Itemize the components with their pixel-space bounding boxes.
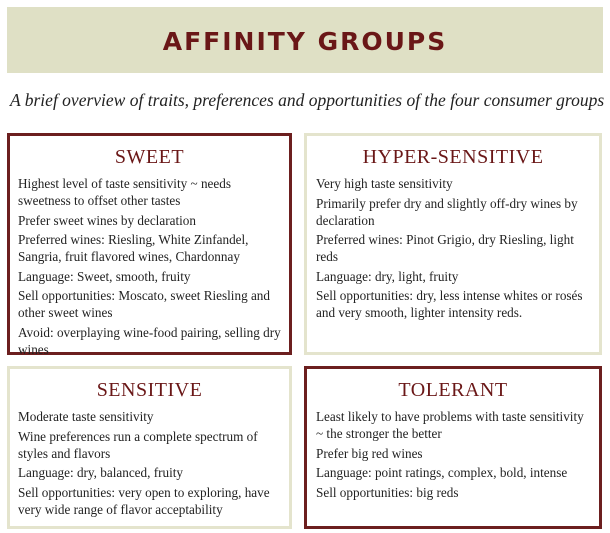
- trait-item: Sell opportunities: Moscato, sweet Riesling and other sweet wines: [18, 288, 270, 320]
- group-items-sensitive: [18, 408, 281, 518]
- trait-item: Language: Sweet, smooth, fruity: [18, 268, 191, 284]
- trait-item: Language: dry, balanced, fruity: [18, 465, 184, 480]
- group-title-sensitive: SENSITIVE: [96, 379, 203, 401]
- group-box-sweet: [7, 133, 292, 355]
- group-items-tolerant: [316, 408, 590, 501]
- trait-item: Sell opportunities: very open to exploring, have very wide range of flavor acceptability: [18, 484, 270, 517]
- group-title-hyper-sensitive: HYPER-SENSITIVE: [362, 146, 544, 168]
- group-title-tolerant: TOLERANT: [398, 379, 508, 401]
- trait-item: Very high taste sensitivity: [316, 176, 453, 191]
- trait-item: Prefer sweet wines by declaration: [18, 212, 196, 228]
- trait-item: Primarily prefer dry and slightly off-dry wines by declaration: [316, 195, 578, 228]
- page-title: AFFINITY GROUPS: [162, 27, 448, 56]
- trait-item: Highest level of taste sensitivity ~ needs sweetness to offset other tastes: [18, 176, 231, 208]
- trait-item: Wine preferences run a complete spectrum of styles and flavors: [18, 428, 258, 461]
- group-title-sweet: SWEET: [114, 146, 185, 168]
- trait-item: Prefer big red wines: [316, 445, 423, 461]
- trait-item: Sell opportunities: big reds: [316, 484, 459, 500]
- trait-item: Least likely to have problems with taste sensitivity ~ the stronger the better: [316, 409, 584, 441]
- trait-item: Avoid: overplaying wine-food pairing, selling dry wines: [18, 324, 281, 357]
- trait-item: Sell opportunities: dry, less intense whites or rosés and very smooth, lighter intensity reds.: [316, 288, 583, 320]
- group-items-sweet: [18, 175, 281, 358]
- trait-item: Language: dry, light, fruity: [316, 268, 459, 284]
- group-box-hyper-sensitive: [304, 133, 602, 355]
- trait-item: Language: point ratings, complex, bold, intense: [316, 465, 568, 480]
- trait-item: Preferred wines: Pinot Grigio, dry Riesling, light reds: [316, 232, 574, 264]
- group-items-hyper-sensitive: [316, 175, 590, 321]
- trait-item: Preferred wines: Riesling, White Zinfandel, Sangria, fruit flavored wines, Chardonnay: [18, 232, 249, 264]
- page-subtitle: A brief overview of traits, preferences and opportunities of the four consumer groups: [10, 90, 605, 110]
- group-box-sensitive: [7, 366, 292, 529]
- trait-item: Moderate taste sensitivity: [18, 409, 154, 424]
- group-box-tolerant: [304, 366, 602, 529]
- title-banner: [7, 7, 603, 73]
